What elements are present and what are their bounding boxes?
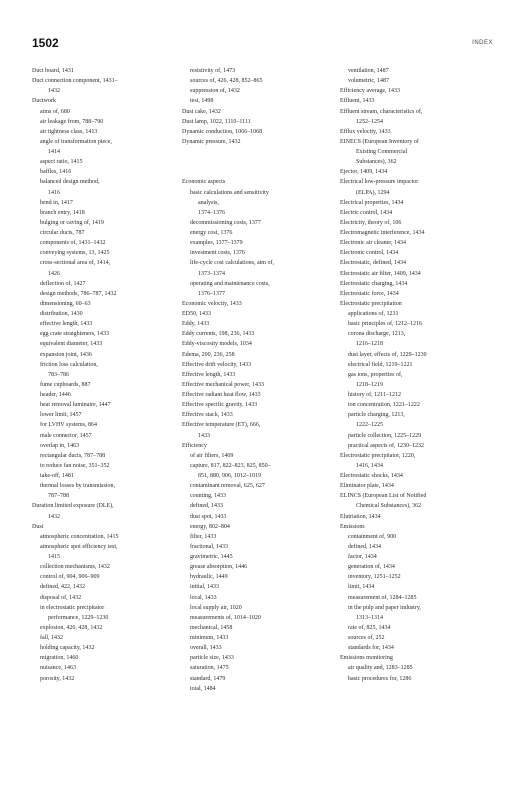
index-entry: air quality and, 1283–1285 bbox=[348, 665, 413, 672]
index-entry: capture, 817, 822–823, 825, 850– bbox=[190, 462, 271, 469]
index-entry: fractional, 1433 bbox=[190, 543, 228, 550]
index-entry: bulging or caving of, 1419 bbox=[40, 219, 104, 226]
index-entry: Effluent stream, characteristics of, bbox=[340, 108, 423, 115]
index-entry: sources of, 426, 428, 852–865 bbox=[190, 78, 263, 85]
index-entry: energy cost, 1376 bbox=[190, 230, 233, 236]
index-entry: rate of, 825, 1434 bbox=[348, 624, 391, 631]
index-entry: Efficiency bbox=[182, 442, 207, 449]
index-entry: Eddy, 1433 bbox=[182, 321, 210, 328]
index-entry: ion concentration, 1221–1222 bbox=[348, 402, 420, 409]
index-entry: local, 1433 bbox=[190, 594, 217, 601]
index-entry: 1252–1254 bbox=[356, 118, 383, 125]
index-entry: 1373–1374 bbox=[198, 270, 225, 277]
index-entry: 1222–1225 bbox=[356, 422, 383, 429]
index-entry: 1432 bbox=[48, 513, 60, 520]
index-entry: dust layer, effects of, 1229–1230 bbox=[348, 351, 427, 358]
index-entry: 1432 bbox=[48, 88, 60, 95]
index-entry: overlap in, 1463 bbox=[40, 442, 80, 449]
index-entry: saturation, 1475 bbox=[190, 665, 229, 672]
index-entry: decommissioning costs, 1377 bbox=[190, 219, 261, 226]
index-entry: 1218–1219 bbox=[356, 381, 383, 388]
index-entry: Effective temperature (ET), 666, bbox=[182, 422, 261, 429]
index-entry: life-cycle cost calculations, aim of, bbox=[190, 260, 274, 267]
index-entry: 783–786 bbox=[48, 371, 69, 378]
index-entry: standard, 1479 bbox=[190, 675, 226, 682]
index-entry: Duration limited exposure (DLE), bbox=[32, 503, 114, 510]
index-entry: defined, 1433 bbox=[190, 503, 223, 510]
index-entry: atmospheric concentration, 1415 bbox=[40, 533, 119, 540]
index-entry: mechanical, 1458 bbox=[190, 624, 233, 631]
index-entry: examples, 1377–1379 bbox=[190, 240, 243, 247]
index-entry: Elutriation, 1434 bbox=[340, 513, 381, 520]
index-entry: measurement of, 1284–1285 bbox=[348, 594, 417, 601]
index-entry: applications of, 1231 bbox=[348, 311, 399, 317]
index-entry: Effective mechanical power, 1433 bbox=[182, 381, 264, 388]
index-column-3 bbox=[340, 66, 497, 684]
index-entry: air leakage from, 788–790 bbox=[40, 118, 104, 125]
index-entry: disposal of, 1432 bbox=[40, 594, 82, 601]
index-entry: control of, 904, 906–909 bbox=[40, 574, 100, 581]
index-entry: egg crate straighteners, 1433 bbox=[40, 331, 109, 338]
index-entry: Electrostatic force, 1434 bbox=[340, 290, 399, 297]
index-entry: containment of, 900 bbox=[348, 533, 397, 540]
index-entry: Electrical low-pressure impactor bbox=[340, 179, 419, 186]
index-entry: migration, 1460 bbox=[40, 655, 79, 662]
index-column-2 bbox=[182, 66, 332, 694]
index-entry: design methods, 786–787, 1432 bbox=[40, 290, 117, 297]
running-head: INDEX bbox=[472, 40, 493, 46]
index-entry: electrical field, 1219–1221 bbox=[348, 361, 413, 368]
index-entry: defined, 1434 bbox=[348, 543, 381, 550]
index-entry: atmospheric spot efficiency test, bbox=[40, 543, 118, 550]
index-entry: Electrical properties, 1434 bbox=[340, 199, 404, 206]
index-entry: 787–788 bbox=[48, 493, 69, 500]
index-entry: energy, 802–804 bbox=[190, 523, 230, 530]
index-entry: local supply air, 1020 bbox=[190, 604, 242, 611]
index-entry: particle size, 1433 bbox=[190, 655, 234, 662]
index-entry: expansion joint, 1436 bbox=[40, 351, 92, 358]
index-entry: Dust bbox=[32, 523, 44, 530]
index-entry: Effluent, 1433 bbox=[340, 98, 375, 105]
index-entry: 1426 bbox=[48, 270, 60, 277]
index-entry: fall, 1432 bbox=[40, 635, 63, 641]
index-entry: initial, 1433 bbox=[190, 584, 219, 591]
index-entry: suppression of, 1432 bbox=[190, 88, 240, 95]
index-entry: aims of, 680 bbox=[40, 108, 70, 115]
index-entry: Existing Commercial bbox=[356, 149, 408, 155]
index-entry: 851, 880, 906, 1012–1019 bbox=[198, 473, 261, 479]
index-entry: grease absorption, 1446 bbox=[190, 564, 248, 571]
index-column-1 bbox=[32, 66, 172, 684]
index-entry: 1374–1376 bbox=[198, 209, 225, 216]
index-entry: 1416, 1434 bbox=[356, 462, 383, 469]
index-entry: Electrostatic precipitation bbox=[340, 300, 402, 307]
index-entry: porosity, 1432 bbox=[40, 675, 75, 682]
index-entry: nuisance, 1463 bbox=[40, 665, 76, 672]
index-entry: basic procedures for, 1286 bbox=[348, 675, 412, 682]
index-entry: Electronic control, 1434 bbox=[340, 250, 399, 257]
index-entry: distribution, 1430 bbox=[40, 311, 83, 317]
index-entry: volumetric, 1487 bbox=[348, 78, 389, 85]
index-entry: heat removal luminaire, 1447 bbox=[40, 402, 111, 409]
index-entry: inventory, 1251–1252 bbox=[348, 574, 401, 581]
index-entry: measurements of, 1014–1020 bbox=[190, 614, 261, 621]
index-entry: circular ducts, 787 bbox=[40, 230, 85, 236]
index-entry: ELINCS (European List of Notified bbox=[340, 493, 427, 500]
index-entry: 1216–1218 bbox=[356, 341, 383, 348]
index-entry: limit, 1434 bbox=[348, 584, 375, 591]
index-entry: bend in, 1417 bbox=[40, 199, 73, 206]
index-entry: aspect ratio, 1415 bbox=[40, 159, 83, 166]
index-entry: Ejector, 1409, 1434 bbox=[340, 169, 388, 176]
index-entry: overall, 1433 bbox=[190, 645, 222, 652]
index-entry: performance, 1229–1230 bbox=[48, 614, 109, 621]
index-entry: Effective stack, 1433 bbox=[182, 412, 233, 419]
index-entry: total, 1484 bbox=[190, 685, 216, 692]
index-entry: Electronic air cleaner, 1434 bbox=[340, 240, 407, 247]
index-entry: in the pulp and paper industry, bbox=[348, 604, 421, 611]
index-entry: 1415 bbox=[48, 554, 60, 560]
index-entry: dimensioning, 60–63 bbox=[40, 300, 91, 307]
index-entry: 1416 bbox=[48, 189, 60, 196]
index-entry: deflection of, 1427 bbox=[40, 280, 86, 287]
index-entry: 1313–1314 bbox=[356, 614, 383, 621]
index-entry: Electrostatic, defined, 1434 bbox=[340, 260, 406, 267]
index-entry: Substances), 362 bbox=[356, 159, 397, 166]
index-entry: lower limit, 1457 bbox=[40, 412, 82, 419]
index-entry: to reduce fan noise, 351–352 bbox=[40, 462, 110, 469]
index-entry: Duct connection component, 1431– bbox=[32, 78, 118, 85]
index-entry: Effective specific gravity, 1433 bbox=[182, 402, 258, 409]
index-entry: Economic aspects bbox=[182, 179, 226, 186]
index-entry: Emissions monitoring bbox=[340, 655, 393, 662]
index-entry: analysis, bbox=[198, 199, 219, 206]
index-entry: factor, 1434 bbox=[348, 554, 377, 560]
index-entry: counting, 1433 bbox=[190, 493, 226, 500]
index-entry: Eddy currents, 198, 236, 1433 bbox=[182, 331, 255, 338]
index-entry: generation of, 1434 bbox=[348, 564, 395, 571]
index-entry: Electromagnetic interference, 1434 bbox=[340, 230, 425, 236]
index-entry: fume cupboards, 887 bbox=[40, 381, 91, 388]
index-entry: for LVHV systems, 864 bbox=[40, 422, 98, 429]
index-entry: Emissions bbox=[340, 523, 365, 530]
index-entry: contaminant removal, 625, 627 bbox=[190, 483, 265, 490]
index-entry: Duct board, 1431 bbox=[32, 68, 74, 74]
index-entry: hydraulic, 1449 bbox=[190, 574, 228, 581]
index-entry: Effective radiant heat flow, 1433 bbox=[182, 392, 261, 398]
index-entry: minimum, 1433 bbox=[190, 635, 229, 641]
index-entry: explosion, 426, 428, 1432 bbox=[40, 624, 103, 631]
index-entry: sources of, 252 bbox=[348, 635, 385, 641]
index-entry: Dynamic conduction, 1066–1068 bbox=[182, 128, 263, 135]
index-entry: Edema, 200, 236, 258 bbox=[182, 351, 235, 358]
index-entry: Dust cake, 1432 bbox=[182, 108, 221, 115]
index-entry: Electrostatic charging, 1434 bbox=[340, 280, 408, 287]
index-entry: particle collection, 1225–1229 bbox=[348, 432, 422, 439]
index-entry: Electrostatic precipitator, 1220, bbox=[340, 452, 416, 459]
index-entry: equivalent diameter, 1433 bbox=[40, 341, 103, 348]
index-entry: 1433 bbox=[198, 432, 210, 439]
index-entry: Electric control, 1434 bbox=[340, 209, 393, 216]
index-entry: basic calculations and sensitivity bbox=[190, 189, 269, 196]
index-entry: corona discharge, 1213, bbox=[348, 331, 406, 338]
index-entry: friction loss calculation, bbox=[40, 361, 98, 368]
index-entry: take-off, 1481 bbox=[40, 473, 74, 479]
index-entry: male connector, 1457 bbox=[40, 432, 92, 439]
index-entry: basic principles of, 1212–1216 bbox=[348, 321, 422, 328]
index-entry: gas ions, properties of, bbox=[348, 371, 403, 378]
page-number: 1502 bbox=[32, 36, 59, 50]
index-entry: EINECS (European Inventory of bbox=[340, 138, 419, 145]
index-entry: test, 1498 bbox=[190, 98, 214, 105]
index-entry: rectangular ducts, 787–788 bbox=[40, 452, 106, 459]
index-entry: Eliminator plate, 1434 bbox=[340, 483, 394, 490]
index-entry: defined, 422, 1432 bbox=[40, 584, 85, 591]
index-entry: effective length, 1433 bbox=[40, 321, 93, 328]
index-entry: Ductwork bbox=[32, 98, 56, 105]
index-entry: collection mechanisms, 1432 bbox=[40, 564, 110, 571]
index-entry: Efflux velocity, 1433 bbox=[340, 128, 391, 135]
index-entry: in electrostatic precipitator bbox=[40, 604, 105, 611]
index-entry: operating and maintenance costs, bbox=[190, 280, 270, 287]
index-entry: practical aspects of, 1230–1232 bbox=[348, 442, 424, 449]
index-entry: (ELPA), 1294 bbox=[356, 189, 390, 196]
index-entry: conveying systems, 13, 1425 bbox=[40, 250, 110, 257]
index-entry: components of, 1431–1432 bbox=[40, 240, 106, 247]
index-entry: Dust lamp, 1022, 1110–1111 bbox=[182, 118, 251, 125]
index-entry: branch entry, 1418 bbox=[40, 209, 85, 216]
index-entry: resistivity of, 1473 bbox=[190, 68, 236, 74]
index-entry: Eddy-viscosity models, 1034 bbox=[182, 341, 252, 348]
index-entry: Effective drift velocity, 1433 bbox=[182, 361, 252, 368]
index-entry: Electrostatic shocks, 1434 bbox=[340, 473, 403, 479]
index-entry: 1414 bbox=[48, 149, 60, 155]
index-entry: air tightness class, 1413 bbox=[40, 128, 98, 135]
index-entry: history of, 1211–1212 bbox=[348, 392, 401, 398]
index-entry: Electricity, theory of, 106 bbox=[340, 219, 402, 226]
index-entry: cross-sectional area of, 1414, bbox=[40, 260, 111, 267]
index-entry: Electrostatic air filter, 1409, 1434 bbox=[340, 270, 421, 277]
index-entry: investment costs, 1376 bbox=[190, 250, 245, 257]
index-entry: standards for, 1434 bbox=[348, 645, 394, 652]
index-entry: balanced design method, bbox=[40, 179, 100, 186]
index-entry: Efficiency average, 1433 bbox=[340, 88, 401, 95]
index-entry: Chemical Substances), 362 bbox=[356, 503, 422, 510]
index-entry: baffles, 1416 bbox=[40, 169, 72, 176]
index-entry: holding capacity, 1432 bbox=[40, 645, 95, 652]
index-entry: particle charging, 1213, bbox=[348, 412, 405, 419]
index-entry: ventilation, 1487 bbox=[348, 68, 389, 74]
index-entry: Economic velocity, 1433 bbox=[182, 300, 242, 307]
index-entry: angle of transformation piece, bbox=[40, 138, 112, 145]
index-entry: dust spot, 1433 bbox=[190, 513, 227, 520]
index-entry: Effective length, 1433 bbox=[182, 371, 236, 378]
index-entry: ED50, 1433 bbox=[182, 311, 211, 317]
index-entry: of air filters, 1409 bbox=[190, 452, 234, 459]
index-entry: 1376–1377 bbox=[198, 290, 225, 297]
index-entry: thermal losses by transmission, bbox=[40, 483, 115, 490]
index-entry: header, 1446 bbox=[40, 392, 71, 398]
index-entry: filter, 1433 bbox=[190, 533, 217, 540]
index-entry: gravimetric, 1445 bbox=[190, 554, 233, 560]
index-entry: Dynamic pressure, 1432 bbox=[182, 138, 241, 145]
